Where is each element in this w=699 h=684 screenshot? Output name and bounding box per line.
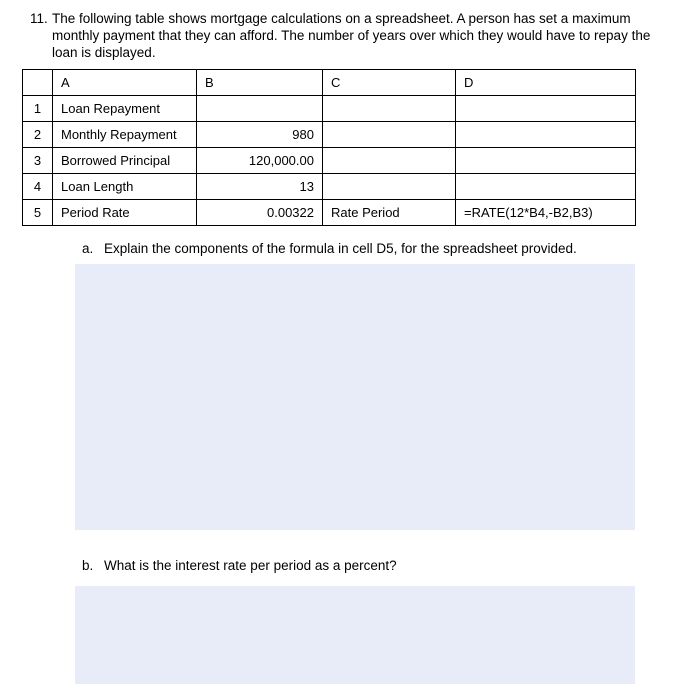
row-header-2: 2 (23, 122, 53, 148)
cell-b3: 120,000.00 (197, 148, 323, 174)
col-header-a: A (53, 70, 197, 96)
cell-a5: Period Rate (53, 200, 197, 226)
cell-a3: Borrowed Principal (53, 148, 197, 174)
cell-a2: Monthly Repayment (53, 122, 197, 148)
cell-b1 (197, 96, 323, 122)
row-header-5: 5 (23, 200, 53, 226)
cell-b4: 13 (197, 174, 323, 200)
part-a-question (82, 240, 699, 257)
answer-box-b[interactable] (75, 586, 635, 684)
cell-d5: =RATE(12*B4,-B2,B3) (456, 200, 636, 226)
question-text: The following table shows mortgage calculations on a spreadsheet. A person has set a maximum monthly payment that they can afford. The number of years over which they would have to repay the loan is displayed. (52, 11, 651, 60)
part-b-text: What is the interest rate per period as a percent? (104, 558, 397, 573)
cell-a4: Loan Length (53, 174, 197, 200)
cell-d3 (456, 148, 636, 174)
header-row (23, 70, 636, 96)
table-row (23, 174, 636, 200)
cell-c5: Rate Period (323, 200, 456, 226)
cell-c2 (323, 122, 456, 148)
cell-a1: Loan Repayment (53, 96, 197, 122)
cell-c1 (323, 96, 456, 122)
question-number: 11. (30, 11, 48, 26)
row-header-1: 1 (23, 96, 53, 122)
part-a-label: a. (82, 241, 94, 256)
part-b-question (82, 557, 699, 574)
cell-d1 (456, 96, 636, 122)
table-row (23, 96, 636, 122)
part-b-label: b. (82, 558, 94, 573)
table-row (23, 148, 636, 174)
col-header-c: C (323, 70, 456, 96)
part-a-text: Explain the components of the formula in cell D5, for the spreadsheet provided. (104, 241, 577, 256)
row-header-4: 4 (23, 174, 53, 200)
cell-b5: 0.00322 (197, 200, 323, 226)
col-header-b: B (197, 70, 323, 96)
cell-b2: 980 (197, 122, 323, 148)
cell-c3 (323, 148, 456, 174)
cell-d2 (456, 122, 636, 148)
table-row (23, 200, 636, 226)
answer-box-a[interactable] (75, 264, 635, 530)
table-row (23, 122, 636, 148)
spreadsheet-table (22, 69, 636, 226)
cell-d4 (456, 174, 636, 200)
col-header-d: D (456, 70, 636, 96)
cell-c4 (323, 174, 456, 200)
row-header-3: 3 (23, 148, 53, 174)
question-11 (30, 10, 659, 61)
corner-cell (23, 70, 53, 96)
